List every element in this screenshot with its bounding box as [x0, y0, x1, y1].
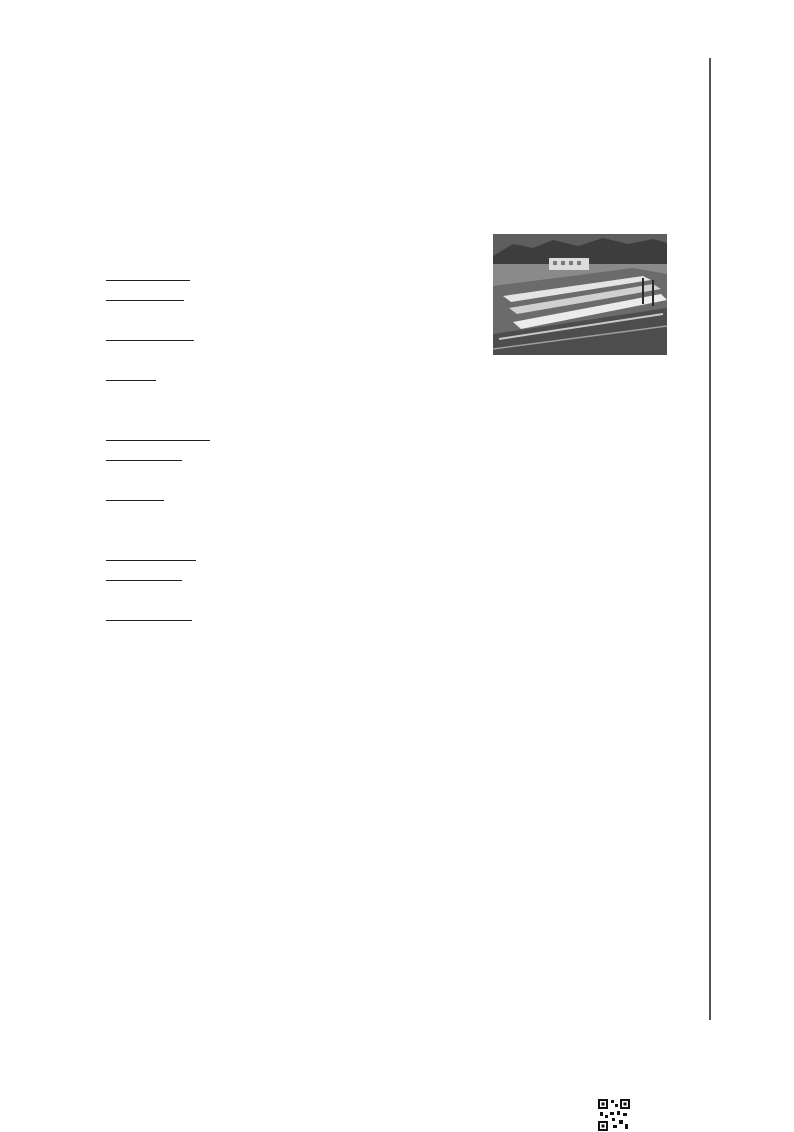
passage-line — [106, 326, 194, 346]
passage-line — [106, 426, 210, 446]
passage-a-first-line — [106, 992, 133, 1012]
blank-35 — [106, 440, 210, 441]
passage-line — [106, 486, 164, 506]
blank-38 — [106, 560, 196, 561]
qr-code-icon — [597, 1098, 631, 1132]
passage-line — [106, 366, 156, 386]
sewage-plant-photo — [493, 234, 667, 355]
passage-line — [106, 266, 190, 286]
blank-31 — [106, 280, 190, 281]
passage-line — [106, 286, 184, 306]
blank-34 — [106, 380, 156, 381]
blank-37 — [106, 500, 164, 501]
passage-line — [106, 566, 182, 586]
passage-line — [106, 606, 192, 626]
passage-line — [106, 546, 196, 566]
blank-39 — [106, 580, 182, 581]
blank-36 — [106, 460, 182, 461]
passage-line — [106, 446, 182, 466]
blank-40 — [106, 620, 192, 621]
blank-33 — [106, 340, 194, 341]
column-divider — [709, 58, 711, 1020]
blank-32 — [106, 300, 184, 301]
